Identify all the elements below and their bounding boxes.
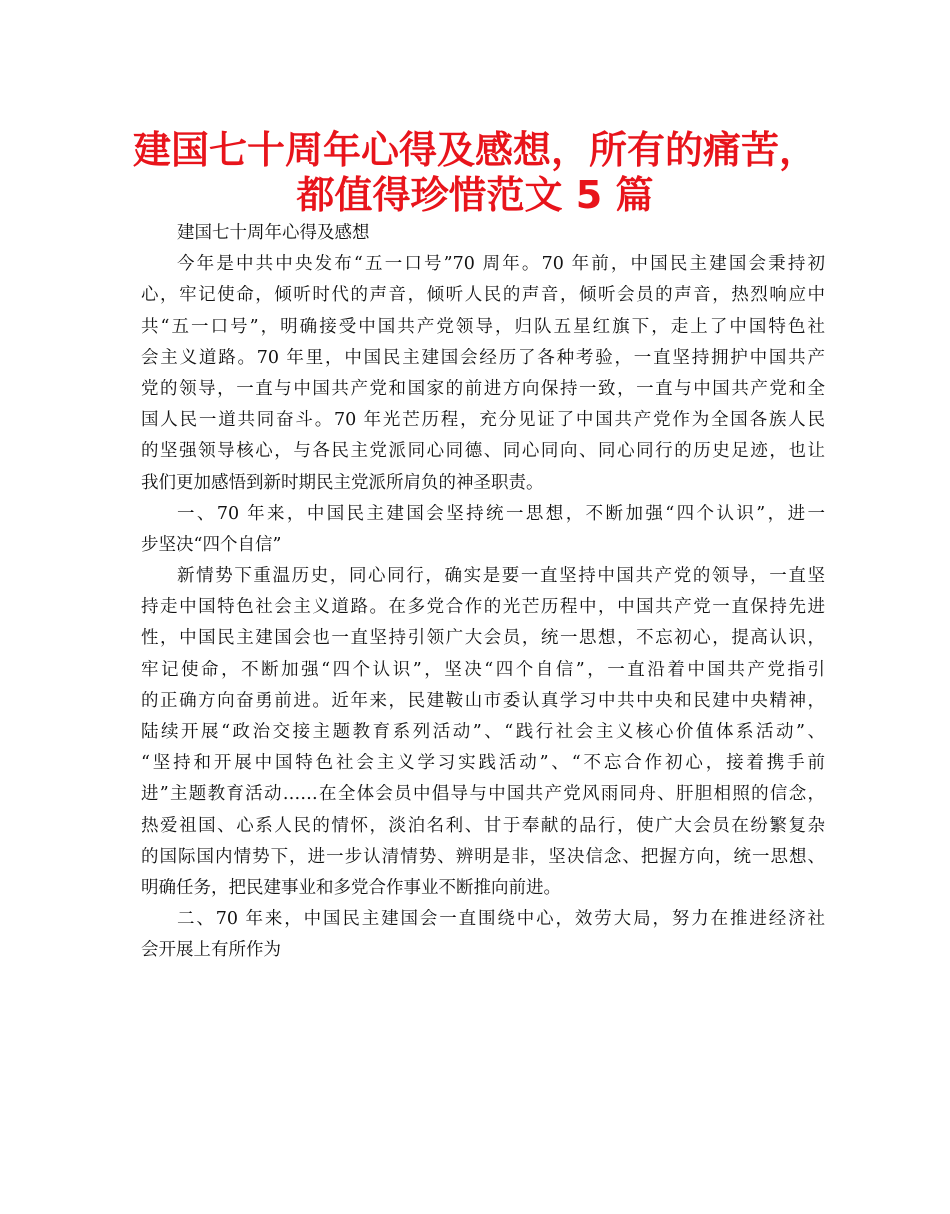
body-line: 性，中国民主建国会也一直坚持引领广大会员，统一思想，不忘初心，提高认识， xyxy=(141,628,825,649)
body-line: 心，牢记使命，倾听时代的声音，倾听人民的声音，倾听会员的声音，热烈响应中 xyxy=(141,285,825,306)
body-line: 陆续开展“政治交接主题教育系列活动”、“践行社会主义核心价值体系活动”、 xyxy=(141,722,825,742)
body-line: 进”主题教育活动……在全体会员中倡导与中国共产党风雨同舟、肝胆相照的信念， xyxy=(141,784,825,805)
document-body xyxy=(141,218,825,967)
body-line: 新情势下重温历史，同心同行，确实是要一直坚持中国共产党的领导，一直坚 xyxy=(177,566,825,587)
body-line: 我们更加感悟到新时期民主党派所肩负的神圣职责。 xyxy=(141,472,544,493)
body-line: 热爱祖国、心系人民的情怀，淡泊名利、甘于奉献的品行，使广大会员在纷繁复杂 xyxy=(141,815,825,836)
body-line: “坚持和开展中国特色社会主义学习实践活动”、“不忘合作初心，接着携手前 xyxy=(141,753,825,774)
title-line-2: 都值得珍惜范文 5 篇 xyxy=(296,173,654,217)
body-line: 的正确方向奋勇前进。近年来，民建鞍山市委认真学习中共中央和民建中央精神， xyxy=(141,690,825,711)
body-line: 一、70 年来，中国民主建国会坚持统一思想，不断加强“四个认识”，进一 xyxy=(177,503,825,524)
body-line: 会开展上有所作为 xyxy=(141,940,281,961)
body-line: 国人民一道共同奋斗。70 年光芒历程，充分见证了中国共产党作为全国各族人民 xyxy=(141,410,825,431)
body-line: 二、70 年来，中国民主建国会一直围绕中心，效劳大局，努力在推进经济社 xyxy=(177,909,825,930)
body-line: 持走中国特色社会主义道路。在多党合作的光芒历程中，中国共产党一直保持先进 xyxy=(141,597,825,618)
body-line: 牢记使命，不断加强“四个认识”，坚决“四个自信”，一直沿着中国共产党指引 xyxy=(141,659,825,680)
document-title xyxy=(120,128,830,218)
body-line: 的坚强领导核心，与各民主党派同心同德、同心同向、同心同行的历史足迹，也让 xyxy=(141,441,825,462)
body-line: 党的领导，一直与中国共产党和国家的前进方向保持一致，一直与中国共产党和全 xyxy=(141,378,825,399)
body-line: 建国七十周年心得及感想 xyxy=(177,223,370,243)
body-line: 会主义道路。70 年里，中国民主建国会经历了各种考验，一直坚持拥护中国共产 xyxy=(141,347,825,368)
body-line: 今年是中共中央发布“五一口号”70 周年。70 年前，中国民主建国会秉持初 xyxy=(177,254,825,275)
body-line: 步坚决“四个自信” xyxy=(141,534,282,555)
title-line-1: 建国七十周年心得及感想，所有的痛苦， xyxy=(132,128,817,172)
body-line: 的国际国内情势下，进一步认清情势、辨明是非，坚决信念、把握方向，统一思想、 xyxy=(141,846,825,867)
body-line: 共“五一口号”，明确接受中国共产党领导，归队五星红旗下，走上了中国特色社 xyxy=(141,316,825,337)
body-line: 明确任务，把民建事业和多党合作事业不断推向前进。 xyxy=(141,877,561,898)
